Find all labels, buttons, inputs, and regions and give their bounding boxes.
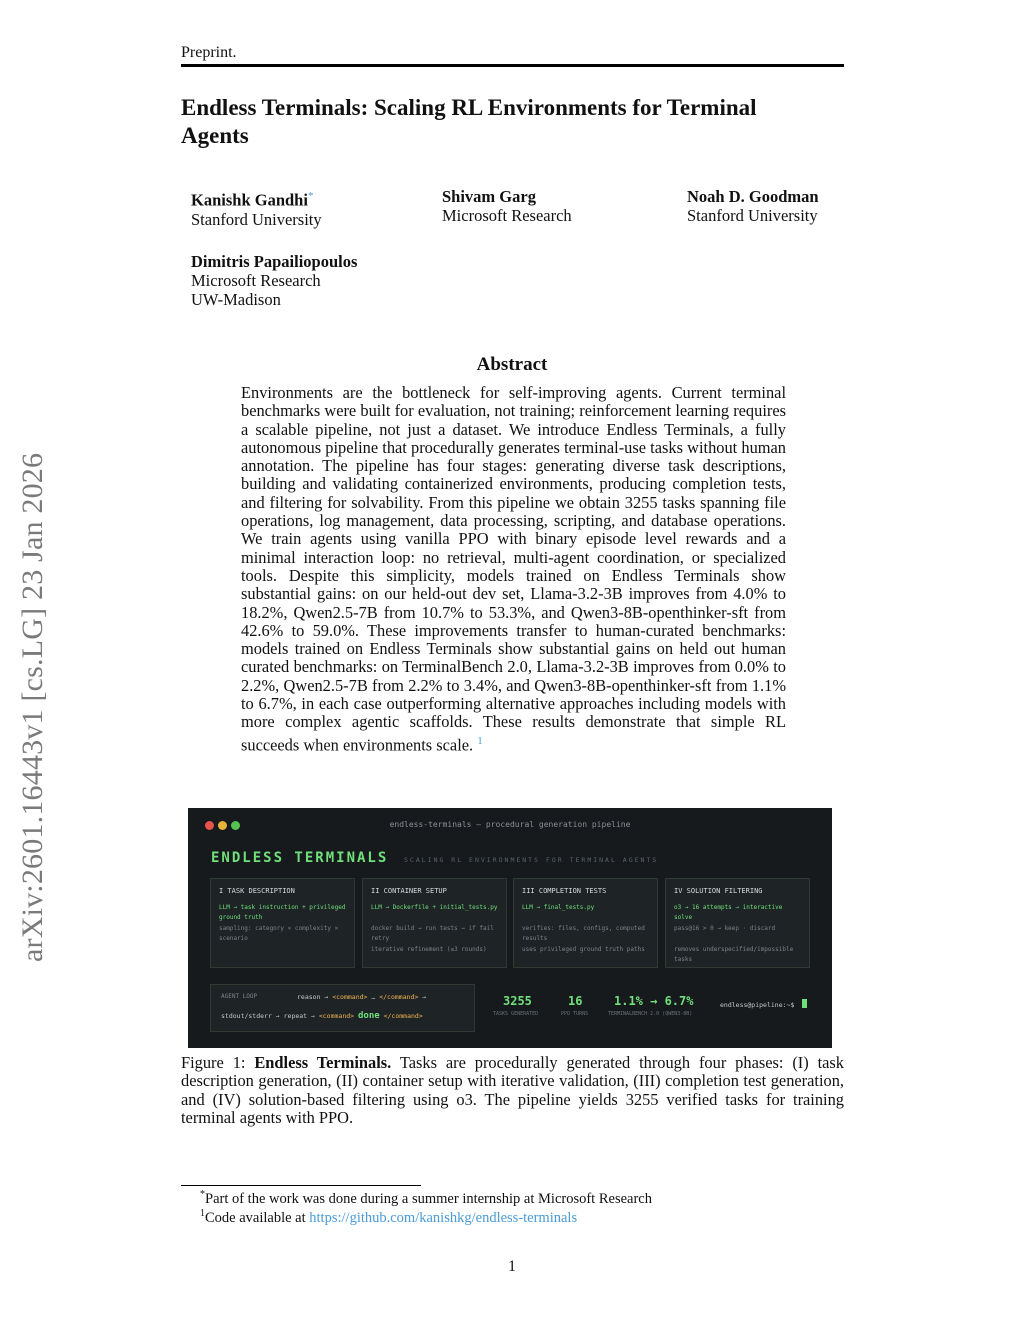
github-link[interactable]: https://github.com/kanishkg/endless-terminals bbox=[309, 1209, 578, 1226]
agent-loop-box bbox=[210, 984, 475, 1032]
footnote-text: Part of the work was done during a summer internship at Microsoft Research bbox=[205, 1190, 652, 1207]
caption-bold: Endless Terminals. bbox=[254, 1053, 392, 1072]
abstract-text: Environments are the bottleneck for self-improving agents. Current terminal benchmarks were built for evaluation, not training; reinforcement learning requires a scalable pipeline, not just a dataset. We introduce Endless Terminals, a fully autonomous pipeline that procedurally generates terminal-use tasks without human annotation. The pipeline has four stages: generating diverse task descriptions, building and validating containerized environments, producing completion tests, and filtering for solvability. From this pipeline we obtain 3255 tasks spanning file operations, log management, data processing, scripting, and database operations. We train agents using vanilla PPO with binary episode level rewards and a minimal interaction loop: no retrieval, multi-agent coordination, or specialized tools. Despite this simplicity, models trained on Endless Terminals show substantial gains: on our held-out dev set, Llama-3.2-3B improves from 4.0% to 18.2%, Qwen2.5-7B from 10.7% to 53.3%, and Qwen3-8B-openthinker-sft from 42.6% to 59.0%. These improvements transfer to human-curated benchmarks: models trained on Endless Terminals show substantial gains on held out human curated benchmarks: on TerminalBench 2.0, Llama-3.2-3B improves from 0.0% to 2.2%, Qwen2.5-7B from 2.2% to 3.4%, and Qwen3-8B-openthinker-sft from 1.1% to 6.7%, in each case outperforming alternative approaches including models with more complex agentic scaffolds. These results demonstrate that simple RL succeeds when environments scale. bbox=[241, 383, 786, 755]
stage-line: pass@16 > 0 → keep · discard bbox=[674, 925, 776, 932]
terminal-cursor bbox=[802, 999, 807, 1008]
footnote-2 bbox=[200, 1208, 577, 1227]
footnote-text: Code available at bbox=[205, 1209, 310, 1226]
figure-brand: ENDLESS TERMINALS bbox=[211, 850, 389, 866]
stage-title: IV SOLUTION FILTERING bbox=[674, 887, 763, 895]
author-marker: * bbox=[307, 190, 314, 202]
stage-card-container-setup bbox=[362, 878, 507, 968]
header-rule bbox=[181, 64, 844, 67]
stat-value: 16 bbox=[568, 994, 583, 1008]
stage-line: LLM → Dockerfile + initial_tests.py bbox=[371, 904, 498, 911]
stage-line: LLM → final_tests.py bbox=[522, 904, 595, 911]
footnote-1 bbox=[200, 1189, 652, 1208]
stage-line: uses privileged ground truth paths bbox=[522, 946, 645, 953]
abstract-heading: Abstract bbox=[476, 354, 548, 375]
pipeline-figure bbox=[188, 808, 832, 1048]
footnote-marker: 1 bbox=[200, 1208, 205, 1219]
stat-value: 3255 bbox=[503, 994, 532, 1008]
stage-title: III COMPLETION TESTS bbox=[522, 887, 607, 895]
agent-loop-line: reason → <command> … </command> → bbox=[297, 993, 427, 1001]
author-2 bbox=[442, 187, 572, 225]
stage-line: docker build → run tests → if fail retry bbox=[371, 925, 494, 942]
stage-line: LLM → task instruction + privileged ground truth bbox=[219, 904, 346, 921]
stage-title: I TASK DESCRIPTION bbox=[219, 887, 295, 895]
stage-line: verifies: files, configs, computed results bbox=[522, 925, 645, 942]
abstract-body bbox=[241, 384, 786, 754]
author-name: Kanishk Gandhi bbox=[191, 190, 308, 210]
stat-label: TERMINALBENCH 2.0 (QWEN3-8B) bbox=[608, 1011, 693, 1017]
stat-label: PPO TURNS bbox=[561, 1011, 589, 1017]
page-number: 1 bbox=[508, 1258, 516, 1275]
author-affiliation: Microsoft Research bbox=[191, 271, 321, 290]
author-name: Shivam Garg bbox=[442, 187, 536, 206]
figure-caption bbox=[181, 1054, 844, 1127]
footnote-rule bbox=[181, 1185, 421, 1186]
arxiv-side-stamp: arXiv:2601.16443v1 [cs.LG] 23 Jan 2026 bbox=[16, 452, 49, 962]
stat-value: 1.1% → 6.7% bbox=[614, 994, 694, 1008]
agent-loop-line: stdout/stderr → repeat → <command> done </command> bbox=[221, 1011, 423, 1021]
window-title: endless-terminals — procedural generation pipeline bbox=[389, 820, 631, 829]
caption-text: Tasks are procedurally generated through four phases: (I) task description generation, (II) container setup with iterative validation, (III) completion test generation, and (IV) solution-based filtering using o3. The pipeline yields 3255 verified tasks for training terminal agents with PPO. bbox=[181, 1053, 845, 1127]
footnote-marker: * bbox=[200, 1189, 205, 1200]
author-3 bbox=[687, 187, 819, 225]
stage-card-task-description bbox=[210, 878, 355, 968]
author-name: Noah D. Goodman bbox=[687, 187, 819, 206]
author-affiliation: Stanford University bbox=[191, 209, 322, 229]
stage-card-completion-tests bbox=[513, 878, 658, 968]
paper-title: Endless Terminals: Scaling RL Environments for Terminal Agents bbox=[181, 95, 757, 148]
stat-label: TASKS GENERATED bbox=[493, 1011, 539, 1017]
caption-label: Figure 1: bbox=[181, 1053, 246, 1072]
author-name: Dimitris Papailiopoulos bbox=[191, 252, 358, 271]
author-1 bbox=[191, 187, 322, 229]
stage-card-solution-filtering bbox=[665, 878, 810, 968]
terminal-prompt: endless@pipeline:~$ bbox=[720, 1001, 795, 1009]
author-affiliation: Stanford University bbox=[687, 206, 818, 225]
author-4 bbox=[191, 252, 357, 309]
stage-line: iterative refinement (≤3 rounds) bbox=[371, 946, 487, 953]
agent-loop-title: AGENT LOOP bbox=[221, 993, 258, 1000]
stage-title: II CONTAINER SETUP bbox=[371, 887, 447, 895]
author-affiliation: Microsoft Research bbox=[442, 206, 572, 225]
stage-line: o3 → 16 attempts → interactive solve bbox=[674, 904, 783, 921]
footnote-link-1[interactable]: 1 bbox=[477, 734, 483, 747]
stage-line: removes underspecified/impossible tasks bbox=[674, 946, 794, 963]
figure-tagline: SCALING RL ENVIRONMENTS FOR TERMINAL AGENTS bbox=[404, 856, 659, 864]
header-label: Preprint. bbox=[181, 44, 237, 61]
author-affiliation: UW-Madison bbox=[191, 290, 281, 309]
stage-line: sampling: category × complexity × scenario bbox=[219, 925, 339, 942]
